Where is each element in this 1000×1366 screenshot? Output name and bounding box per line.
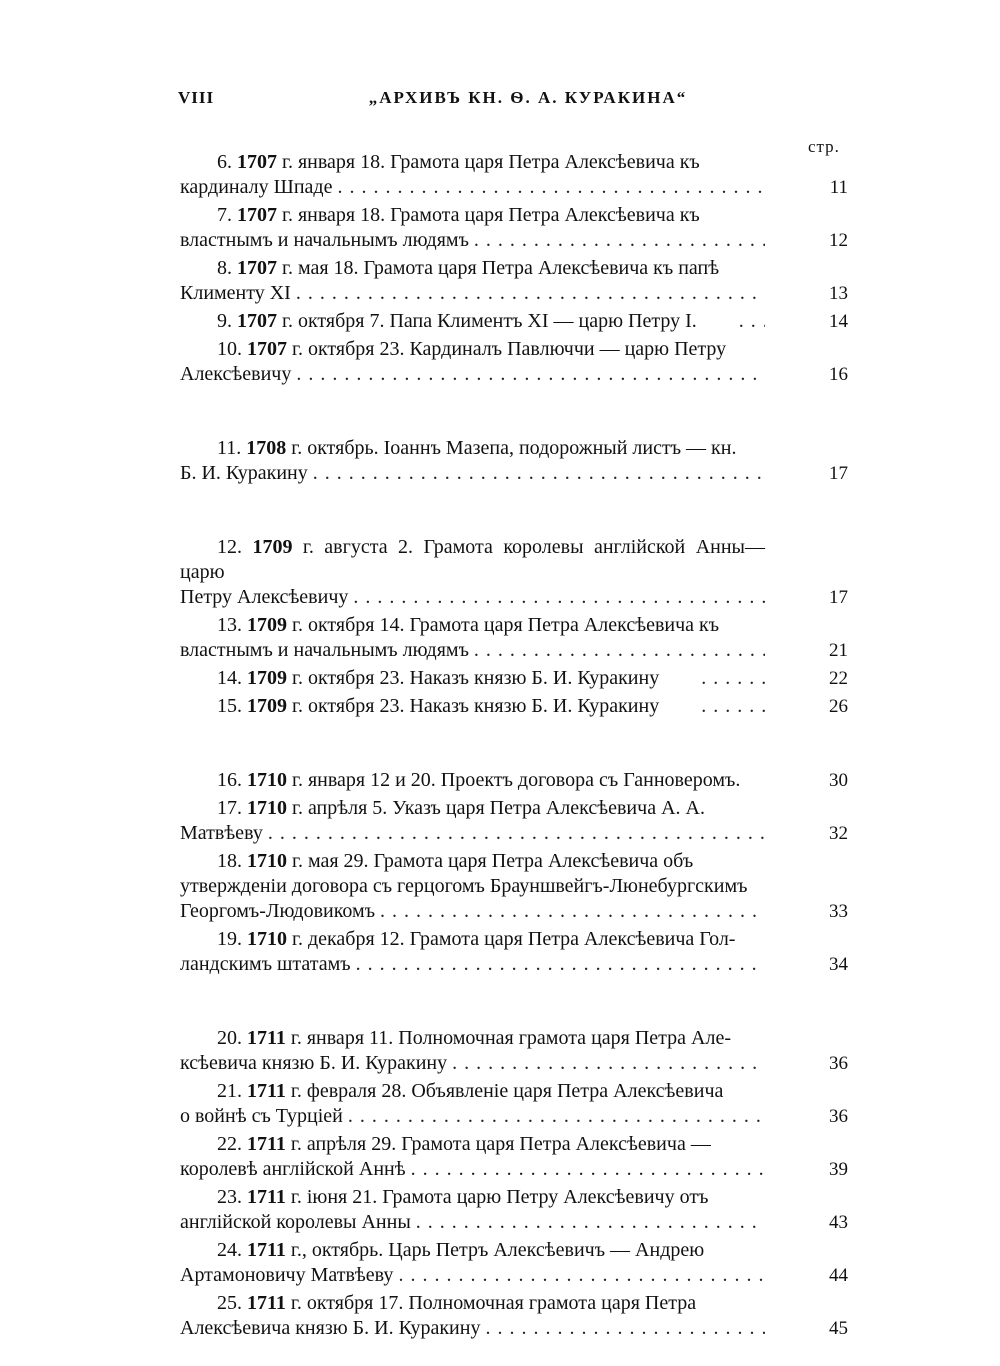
toc-entry [180,1185,870,1235]
entry-line-text: г. февраля 28. Объявленіе царя Петра Алексѣевича [290,1080,724,1102]
entry-number: 17. [217,797,247,819]
entry-line [180,613,765,638]
entry-line-text: г. мая 18. Грамота царя Петра Алексѣевича къ папѣ [282,257,720,279]
dot-leader [268,821,765,846]
entry-text [180,535,765,610]
entry-page-number: 11 [829,177,848,198]
dot-leader [398,1263,765,1288]
entry-number: 8. [217,257,237,279]
toc-entry [180,1026,870,1076]
entry-year: 1710 [247,769,287,791]
entry-line-text: властнымъ и начальнымъ людямъ [180,229,469,251]
entry-page-number: 17 [829,587,848,608]
entry-text [180,337,765,387]
entry-text [180,1291,765,1341]
entry-text [180,796,765,846]
entry-text [180,1185,765,1235]
entry-page-number: 33 [829,901,848,922]
entry-last-line [180,899,765,924]
entry-year: 1711 [247,1080,286,1102]
entry-year: 1707 [237,310,277,332]
entry-line-text: г. октября 23. Кардиналъ Павлюччи — царю Петру [292,338,727,360]
entry-text [180,256,765,306]
entry-page-number: 45 [829,1318,848,1339]
entry-page-number: 22 [829,668,848,689]
entry-number: 11. [217,437,247,459]
entry-line-text: г. іюня 21. Грамота царю Петру Алексѣевичу отъ [290,1186,709,1208]
entry-line-text: ландскимъ штатамъ [180,953,351,975]
entry-number: 9. [217,310,237,332]
entry-page-number: 39 [829,1159,848,1180]
entry-last-line [180,281,765,306]
entry-text [180,768,765,793]
toc-entry [180,203,870,253]
entry-line-text: г. мая 29. Грамота царя Петра Алексѣевича объ [292,850,694,872]
entry-page-number: 16 [829,364,848,385]
entry-text [180,849,765,924]
entry-year: 1708 [246,437,287,459]
dot-leader [348,1104,765,1129]
entry-text [180,150,765,200]
entry-line-text: о войнѣ съ Турціей [180,1105,343,1127]
entry-number: 15. [217,695,247,717]
entry-page-number: 13 [829,283,848,304]
entry-text [180,1079,765,1129]
entry-page-number: 30 [829,770,848,791]
entry-line-text: 16. 1710 г. января 12 и 20. Проектъ договора съ Ганноверомъ. [217,769,741,791]
toc-entry [180,1291,870,1341]
entry-year: 1709 [247,695,287,717]
dot-leader [380,899,765,924]
entry-line-text: Матвѣеву [180,822,263,844]
toc-entry [180,1079,870,1129]
entry-last-line [180,175,765,200]
entry-text [180,927,765,977]
entry-year: 1710 [247,928,287,950]
entry-page-number: 36 [829,1053,848,1074]
entry-number: 14. [217,667,247,689]
entry-last-line [180,821,765,846]
dot-leader [664,666,765,691]
entry-year: 1709 [247,667,287,689]
toc-entry [180,150,870,200]
entry-number: 19. [217,928,247,950]
entry-line-text: Петру Алексѣевичу [180,586,349,608]
entry-line-text: 9. 1707 г. октября 7. Папа Климентъ XI — царю Петру I. [217,310,697,332]
entry-line-text: англійской королевы Анны [180,1211,411,1233]
entry-line-text: г. января 11. Полномочная грамота царя Петра Але- [290,1027,731,1049]
entry-line-text: властнымъ и начальнымъ людямъ [180,639,469,661]
entry-text [180,436,765,486]
toc-entry [180,1132,870,1182]
entry-number: 13. [217,614,247,636]
entry-year: 1710 [247,850,287,872]
toc-entry [180,1238,870,1288]
entry-year: 1711 [247,1186,286,1208]
entry-last-line [180,1210,765,1235]
entry-number: 22. [217,1133,247,1155]
dot-leader [474,638,765,663]
entry-last-line [180,228,765,253]
entry-last-line [180,1316,765,1341]
entry-line-text: г. января 18. Грамота царя Петра Алексѣевича къ [282,204,700,226]
entry-number: 23. [217,1186,247,1208]
entry-page-number: 14 [829,311,848,332]
dot-leader [702,309,765,334]
dot-leader [296,281,765,306]
entry-page-number: 12 [829,230,848,251]
entry-last-line [180,666,765,691]
entry-year: 1709 [247,614,287,636]
toc-entry [180,613,870,663]
dot-leader [416,1210,765,1235]
entry-line [180,203,765,228]
entry-line-text: утвержденіи договора съ герцогомъ Брауншвейгъ-Люнебургскимъ [180,875,748,897]
entry-line [180,337,765,362]
entry-year: 1711 [247,1133,286,1155]
toc-entry [180,436,870,486]
entry-line-text: г. августа 2. Грамота королевы англійской Анны—царю [180,536,765,583]
dot-leader [411,1157,765,1182]
toc-entry [180,796,870,846]
entry-line-text: г. декабря 12. Грамота царя Петра Алексѣевича Гол- [292,928,736,950]
entry-number: 24. [217,1239,247,1261]
page-column-label: стр. [808,137,840,156]
toc-entry [180,337,870,387]
entry-last-line [180,461,765,486]
entry-year: 1707 [247,338,287,360]
entry-line [180,796,765,821]
toc-entry [180,927,870,977]
entry-number: 6. [217,151,237,173]
entry-line-text: Алексѣевичу [180,363,292,385]
entry-last-line [180,1104,765,1129]
entry-number: 20. [217,1027,247,1049]
entry-line [180,436,765,461]
toc-entry [180,666,870,691]
entry-page-number: 21 [829,640,848,661]
entry-line-text: г. октября 17. Полномочная грамота царя Петра [290,1292,697,1314]
entry-number: 16. [217,769,247,791]
dot-leader [485,1316,765,1341]
entry-year: 1707 [237,151,277,173]
entry-last-line [180,585,765,610]
entry-line-text: г. октября 14. Грамота царя Петра Алексѣевича къ [292,614,720,636]
entry-year: 1707 [237,257,277,279]
entry-line [180,874,765,899]
entry-last-line [180,362,765,387]
toc-entry [180,256,870,306]
entry-line [180,1185,765,1210]
entry-line-text: г. января 18. Грамота царя Петра Алексѣевича къ [282,151,700,173]
entry-text [180,203,765,253]
entry-year: 1707 [237,204,277,226]
toc-entry [180,694,870,719]
entry-number: 25. [217,1292,247,1314]
entry-line-text: Георгомъ-Людовикомъ [180,900,376,922]
toc-entry [180,849,870,924]
entry-line-text: Артамоновичу Матвѣеву [180,1264,394,1286]
dot-leader [452,1051,765,1076]
entry-line [180,535,765,585]
entry-line-text: 15. 1709 г. октября 23. Наказъ князю Б. И. Куракину [217,695,660,717]
entry-page-number: 43 [829,1212,848,1233]
entry-line-text: г. октябрь. Іоаннъ Мазепа, подорожный листъ — кн. [291,437,737,459]
entry-line [180,1238,765,1263]
entry-page-number: 44 [829,1265,848,1286]
dot-leader [353,585,765,610]
entry-line [180,1291,765,1316]
entry-page-number: 34 [829,954,848,975]
table-of-contents [180,150,870,1344]
entry-last-line [180,1263,765,1288]
entry-page-number: 36 [829,1106,848,1127]
toc-entry [180,309,870,334]
entry-last-line [180,768,765,793]
dot-leader [474,228,765,253]
entry-text [180,694,765,719]
running-title: „АРХИВЪ КН. Ѳ. А. КУРАКИНА“ [368,88,688,107]
entry-last-line [180,952,765,977]
entry-line-text: Клименту XI [180,282,291,304]
entry-page-number: 32 [829,823,848,844]
toc-entry [180,535,870,610]
entry-line [180,150,765,175]
entry-line-text: г. апрѣля 5. Указъ царя Петра Алексѣевича А. А. [292,797,705,819]
entry-line [180,1079,765,1104]
toc-entry [180,768,870,793]
entry-year: 1710 [247,797,287,819]
entry-line [180,256,765,281]
page-folio: VIII [178,88,215,107]
entry-line [180,849,765,874]
entry-year: 1711 [247,1292,286,1314]
entry-last-line [180,309,765,334]
entry-text [180,613,765,663]
entry-number: 10. [217,338,247,360]
entry-number: 21. [217,1080,247,1102]
entry-line-text: Алексѣевича князю Б. И. Куракину [180,1317,481,1339]
entry-line-text: 14. 1709 г. октября 23. Наказъ князю Б. И. Куракину [217,667,660,689]
entry-line-text: Б. И. Куракину [180,462,308,484]
dot-leader [664,694,765,719]
entry-number: 7. [217,204,237,226]
entry-text [180,309,765,334]
entry-text [180,1238,765,1288]
entry-last-line [180,1051,765,1076]
entry-number: 18. [217,850,247,872]
entry-text [180,666,765,691]
entry-line-text: г., октябрь. Царь Петръ Алексѣевичъ — Андрею [290,1239,705,1261]
running-head [178,88,868,118]
entry-year: 1711 [247,1239,286,1261]
entry-line-text: кардиналу Шпаде [180,176,333,198]
entry-line [180,1132,765,1157]
entry-number: 12. [217,536,253,558]
entry-year: 1711 [247,1027,286,1049]
entry-text [180,1026,765,1076]
entry-last-line [180,638,765,663]
entry-line [180,927,765,952]
entry-line-text: ксѣевича князю Б. И. Куракину [180,1052,448,1074]
dot-leader [337,175,765,200]
entry-last-line [180,1157,765,1182]
entry-text [180,1132,765,1182]
dot-leader [296,362,765,387]
dot-leader [356,952,765,977]
entry-page-number: 17 [829,463,848,484]
entry-year: 1709 [252,536,293,558]
entry-last-line [180,694,765,719]
entry-line-text: г. апрѣля 29. Грамота царя Петра Алексѣевича — [290,1133,711,1155]
entry-line-text: королевѣ англійской Аннѣ [180,1158,406,1180]
dot-leader [313,461,765,486]
entry-line [180,1026,765,1051]
entry-page-number: 26 [829,696,848,717]
